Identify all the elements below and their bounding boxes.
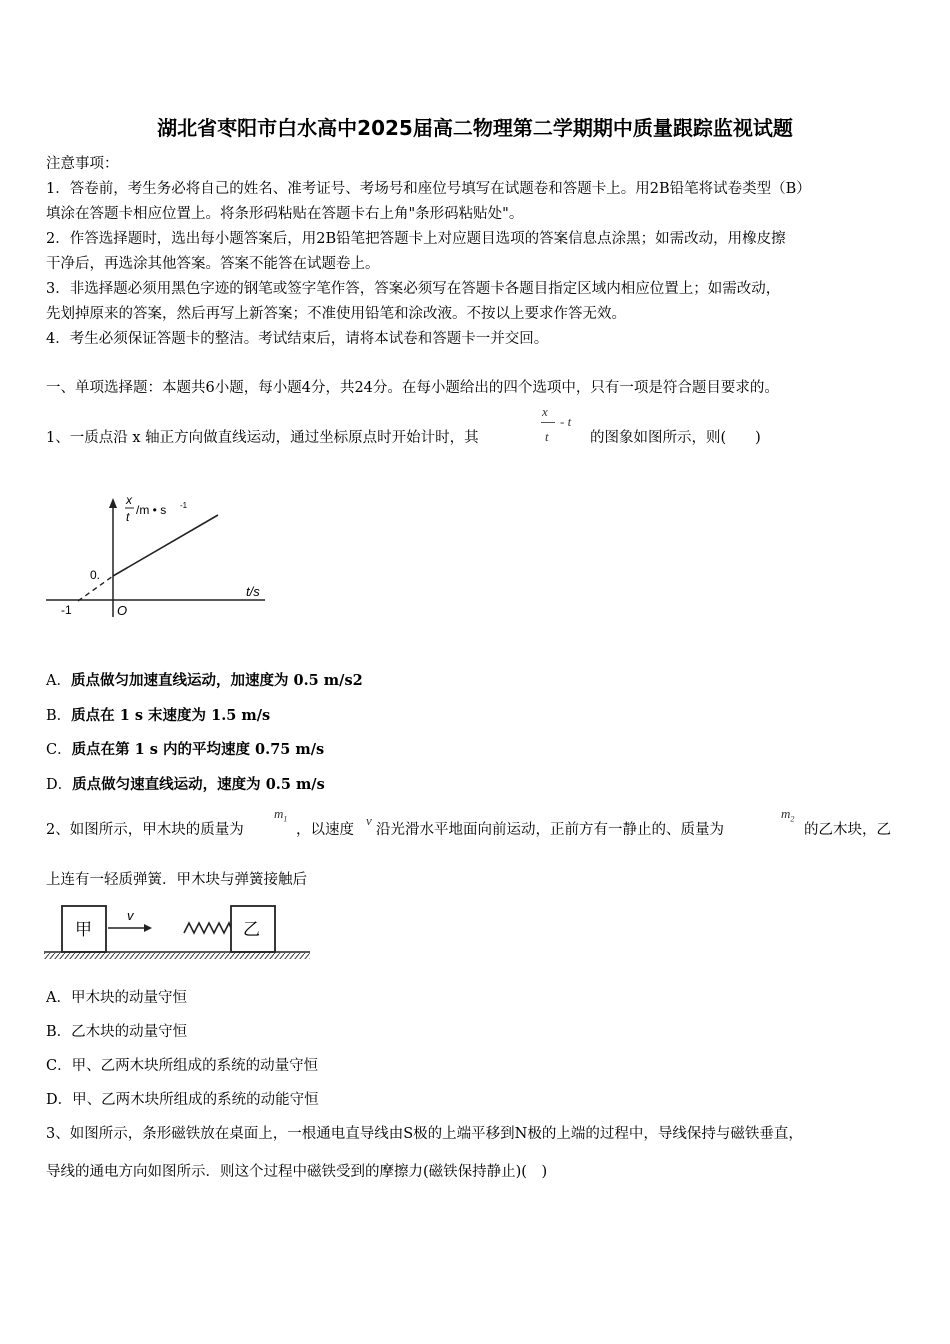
y-axis-arrow — [109, 498, 117, 508]
block-yi-label: 乙 — [243, 920, 260, 939]
q2-stem-d: 的乙木块，乙 — [804, 822, 891, 838]
notice-line: 2．作答选择题时，选出每小题答案后，用2B铅笔把答题卡上对应题目选项的答案信息点涂黑；如需改动，用橡皮擦 — [46, 231, 786, 247]
page-title: 湖北省枣阳市白水高中2025届高二物理第二学期期中质量跟踪监视试题 — [157, 116, 793, 140]
option-text: 乙木块的动量守恒 — [71, 1024, 188, 1040]
option-label: D． — [46, 1092, 73, 1108]
q2-stem-c: 沿光滑水平地面向前运动，正前方有一静止的、质量为 — [376, 822, 724, 838]
option-label: A． — [46, 673, 71, 689]
q1-graph — [40, 488, 275, 623]
q2-option-c[interactable] — [46, 1054, 318, 1075]
q2-stem-a: 2、如图所示，甲木块的质量为 — [46, 822, 244, 838]
option-text: 质点在第 1 s 内的平均速度 0.75 m/s — [71, 741, 325, 758]
notice-line: 先划掉原来的答案，然后再写上新答案；不准使用铅笔和涂改液。不按以上要求作答无效。 — [46, 306, 626, 322]
ylabel-denominator: t — [126, 510, 130, 524]
q1-fraction-numerator: x — [542, 404, 548, 419]
q2-option-b[interactable] — [46, 1020, 187, 1041]
spring — [184, 923, 231, 933]
option-label: D． — [46, 777, 73, 793]
q2-stem-b: ，以速度 — [296, 822, 354, 838]
m1-symbol: m — [274, 806, 284, 821]
ylabel-unit: /m • s — [136, 503, 167, 517]
q1-fraction-tail: - t — [560, 414, 572, 429]
q2-m2 — [781, 806, 794, 824]
q2-option-d[interactable] — [46, 1088, 319, 1109]
x-neg-label: -1 — [61, 603, 72, 617]
q2-option-a[interactable] — [46, 986, 187, 1007]
q2-m1 — [274, 806, 287, 824]
option-text: 质点在 1 s 末速度为 1.5 m/s — [71, 707, 271, 724]
q1-option-b[interactable] — [46, 704, 270, 725]
origin-label: O — [117, 603, 128, 618]
q1-option-a[interactable] — [46, 669, 363, 690]
q1-stem-b: 的图象如图所示，则( ) — [590, 430, 761, 446]
option-text: 质点做匀加速直线运动，加速度为 0.5 m/s2 — [70, 672, 363, 689]
q3-line1: 3、如图所示，条形磁铁放在桌面上，一根通电直导线由S极的上端平移到N极的上端的过程中，导线保持与磁铁垂直， — [46, 1126, 803, 1142]
ylabel-numerator: x — [126, 493, 132, 507]
notice-line: 1．答卷前，考生务必将自己的姓名、准考证号、考场号和座位号填写在试题卷和答题卡上。用2B铅笔将试卷类型（B） — [46, 181, 811, 197]
xlabel: t/s — [246, 584, 260, 599]
option-label: B． — [46, 708, 72, 724]
q2-figure — [44, 900, 312, 962]
option-label: A． — [46, 990, 71, 1006]
block-jia-label: 甲 — [75, 920, 92, 939]
velocity-label: v — [127, 908, 134, 923]
ground-hatching — [44, 953, 310, 959]
q1-stem-a: 1、一质点沿 x 轴正方向做直线运动，通过坐标原点时开始计时，其 — [46, 430, 479, 446]
q2-stem-line2: 上连有一轻质弹簧．甲木块与弹簧接触后 — [46, 872, 307, 888]
notice-line: 3．非选择题必须用黑色字迹的钢笔或签字笔作答，答案必须写在答题卡各题目指定区域内相应位置上；如需改动， — [46, 281, 781, 297]
option-label: C． — [46, 742, 72, 758]
q1-option-c[interactable] — [46, 738, 324, 759]
q1-fraction-bar — [541, 422, 555, 423]
option-label: C． — [46, 1058, 72, 1074]
m1-subscript: 1 — [283, 814, 288, 824]
data-line — [113, 515, 218, 576]
option-label: B． — [46, 1024, 72, 1040]
option-text: 质点做匀速直线运动，速度为 0.5 m/s — [72, 776, 325, 793]
notice-heading: 注意事项： — [46, 156, 119, 172]
option-text: 甲木块的动量守恒 — [70, 990, 187, 1006]
m2-subscript: 2 — [790, 814, 795, 824]
q1-option-d[interactable] — [46, 773, 325, 794]
velocity-arrow-head — [144, 924, 152, 932]
notice-line: 4．考生必须保证答题卡的整洁。考试结束后，请将本试卷和答题卡一并交回。 — [46, 331, 549, 347]
q1-fraction-denominator: t — [545, 429, 549, 444]
notice-line: 填涂在答题卡相应位置上。将条形码粘贴在答题卡右上角"条形码粘贴处"。 — [46, 206, 524, 222]
section-heading: 一、单项选择题：本题共6小题，每小题4分，共24分。在每小题给出的四个选项中，只有一项是符合题目要求的。 — [46, 380, 779, 396]
notice-line: 干净后，再选涂其他答案。答案不能答在试题卷上。 — [46, 256, 380, 272]
q3-line2: 导线的通电方向如图所示．则这个过程中磁铁受到的摩擦力(磁铁保持静止)( ) — [46, 1164, 548, 1180]
m2-symbol: m — [781, 806, 791, 821]
option-text: 甲、乙两木块所组成的系统的动能守恒 — [72, 1092, 319, 1108]
q2-velocity-symbol: v — [366, 813, 372, 828]
option-text: 甲、乙两木块所组成的系统的动量守恒 — [71, 1058, 319, 1074]
ylabel-exponent: -1 — [180, 501, 188, 510]
intercept-label: 0. — [90, 568, 101, 582]
